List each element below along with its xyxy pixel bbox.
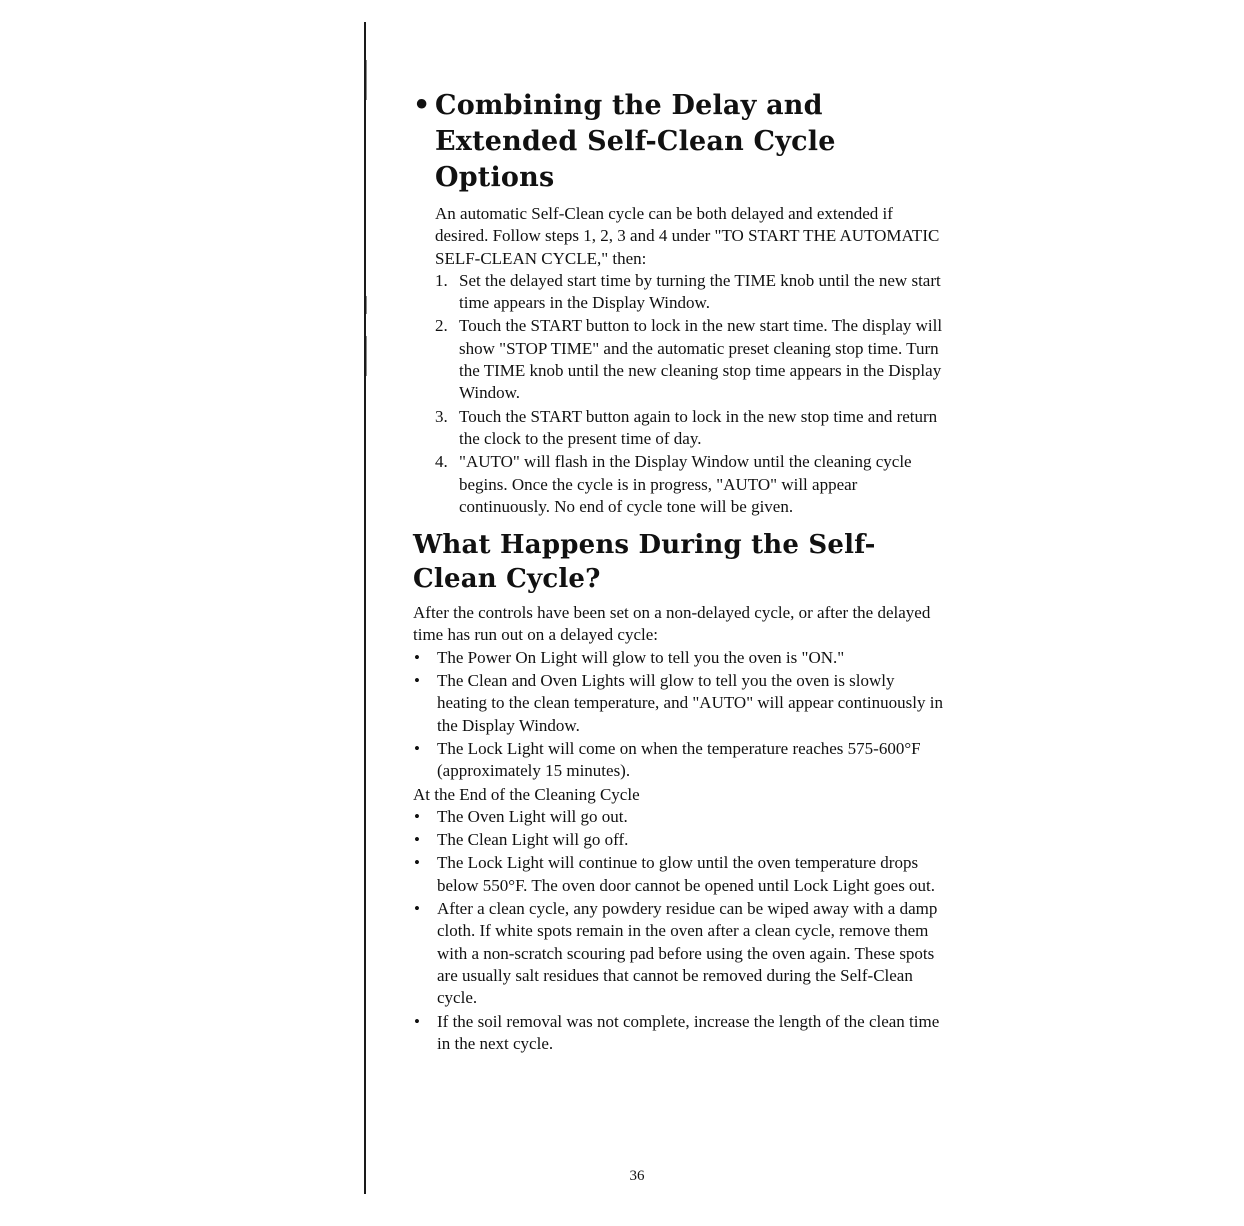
heading-line-1: Combining the Delay and bbox=[435, 90, 823, 121]
steps-list bbox=[435, 270, 943, 518]
bullet-icon: • bbox=[414, 647, 420, 667]
step-text: Set the delayed start time by turning the TIME knob until the new start time appears in the Display Window. bbox=[459, 270, 941, 313]
list-item-text: The Clean and Oven Lights will glow to tell you the oven is slowly heating to the clean temperature, and "AUTO" will appear continuously in the Display Window. bbox=[437, 671, 943, 735]
step-text: "AUTO" will flash in the Display Window until the cleaning cycle begins. Once the cycle is in progress, "AUTO" will appear continuously. No end of cycle tone will be given. bbox=[459, 452, 912, 516]
step-number: 1. bbox=[435, 270, 448, 290]
end-of-cycle-heading: At the End of the Cleaning Cycle bbox=[413, 784, 640, 804]
section1-body bbox=[413, 203, 943, 518]
step-item bbox=[435, 270, 943, 315]
page-number: 36 bbox=[629, 1168, 645, 1184]
list-item bbox=[413, 829, 943, 851]
section2-intro: After the controls have been set on a non-delayed cycle, or after the delayed time has run out on a delayed cycle: bbox=[413, 603, 931, 645]
step-number: 3. bbox=[435, 406, 448, 426]
bullet-icon: • bbox=[414, 899, 420, 919]
bullet-icon: • bbox=[414, 1011, 420, 1031]
list-item-text: The Power On Light will glow to tell you the oven is "ON." bbox=[437, 647, 845, 667]
margin-rule bbox=[364, 22, 366, 1194]
bullet-icon: • bbox=[414, 830, 420, 850]
step-item bbox=[435, 406, 943, 451]
page-content bbox=[413, 88, 943, 1056]
step-item bbox=[435, 315, 943, 404]
during-cycle-list bbox=[413, 647, 943, 783]
bullet-icon: • bbox=[414, 853, 420, 873]
section1-intro: An automatic Self-Clean cycle can be both delayed and extended if desired. Follow steps 1, 2, 3 and 4 under "TO START THE AUTOMATIC SELF-CLEAN CYCLE," then: bbox=[435, 204, 940, 268]
list-item bbox=[413, 670, 943, 737]
end-of-cycle-list bbox=[413, 806, 943, 1055]
list-item bbox=[413, 806, 943, 828]
list-item bbox=[413, 898, 943, 1009]
list-item bbox=[413, 1011, 943, 1056]
margin-tick bbox=[366, 296, 367, 314]
list-item bbox=[413, 647, 943, 669]
list-item-text: The Lock Light will continue to glow until the oven temperature drops below 550°F. The oven door cannot be opened until Lock Light goes out. bbox=[437, 853, 936, 895]
heading-bullet: • bbox=[413, 90, 431, 121]
list-item-text: If the soil removal was not complete, increase the length of the clean time in the next cycle. bbox=[437, 1011, 940, 1053]
list-item-text: The Clean Light will go off. bbox=[437, 830, 629, 850]
step-item bbox=[435, 451, 943, 518]
step-number: 2. bbox=[435, 316, 448, 336]
margin-tick bbox=[366, 60, 367, 100]
step-number: 4. bbox=[435, 452, 448, 472]
list-item-text: The Lock Light will come on when the temperature reaches 575-600°F (approximately 15 minutes). bbox=[437, 738, 921, 781]
section-heading-what-happens: What Happens During the Self-Clean Cycle? bbox=[413, 530, 876, 595]
bullet-icon: • bbox=[414, 738, 420, 758]
section-heading-combining bbox=[413, 88, 943, 196]
bullet-icon: • bbox=[414, 671, 420, 691]
step-text: Touch the START button to lock in the new start time. The display will show "STOP TIME" and the automatic preset cleaning stop time. Turn the TIME knob until the new cleaning stop time appears in the Display Window. bbox=[459, 316, 943, 403]
bullet-icon: • bbox=[414, 806, 420, 826]
list-item bbox=[413, 852, 943, 897]
list-item-text: After a clean cycle, any powdery residue can be wiped away with a damp cloth. If white spots remain in the oven after a clean cycle, remove them with a non-scratch scouring pad before using the oven again. These spots are usually salt residues that cannot be removed during the Self-Clean cycle. bbox=[437, 899, 938, 1008]
step-text: Touch the START button again to lock in the new stop time and return the clock to the present time of day. bbox=[459, 406, 938, 448]
list-item-text: The Oven Light will go out. bbox=[437, 806, 628, 826]
heading-line-2: Extended Self-Clean Cycle Options bbox=[435, 126, 836, 193]
margin-tick bbox=[366, 336, 367, 376]
list-item bbox=[413, 738, 943, 783]
